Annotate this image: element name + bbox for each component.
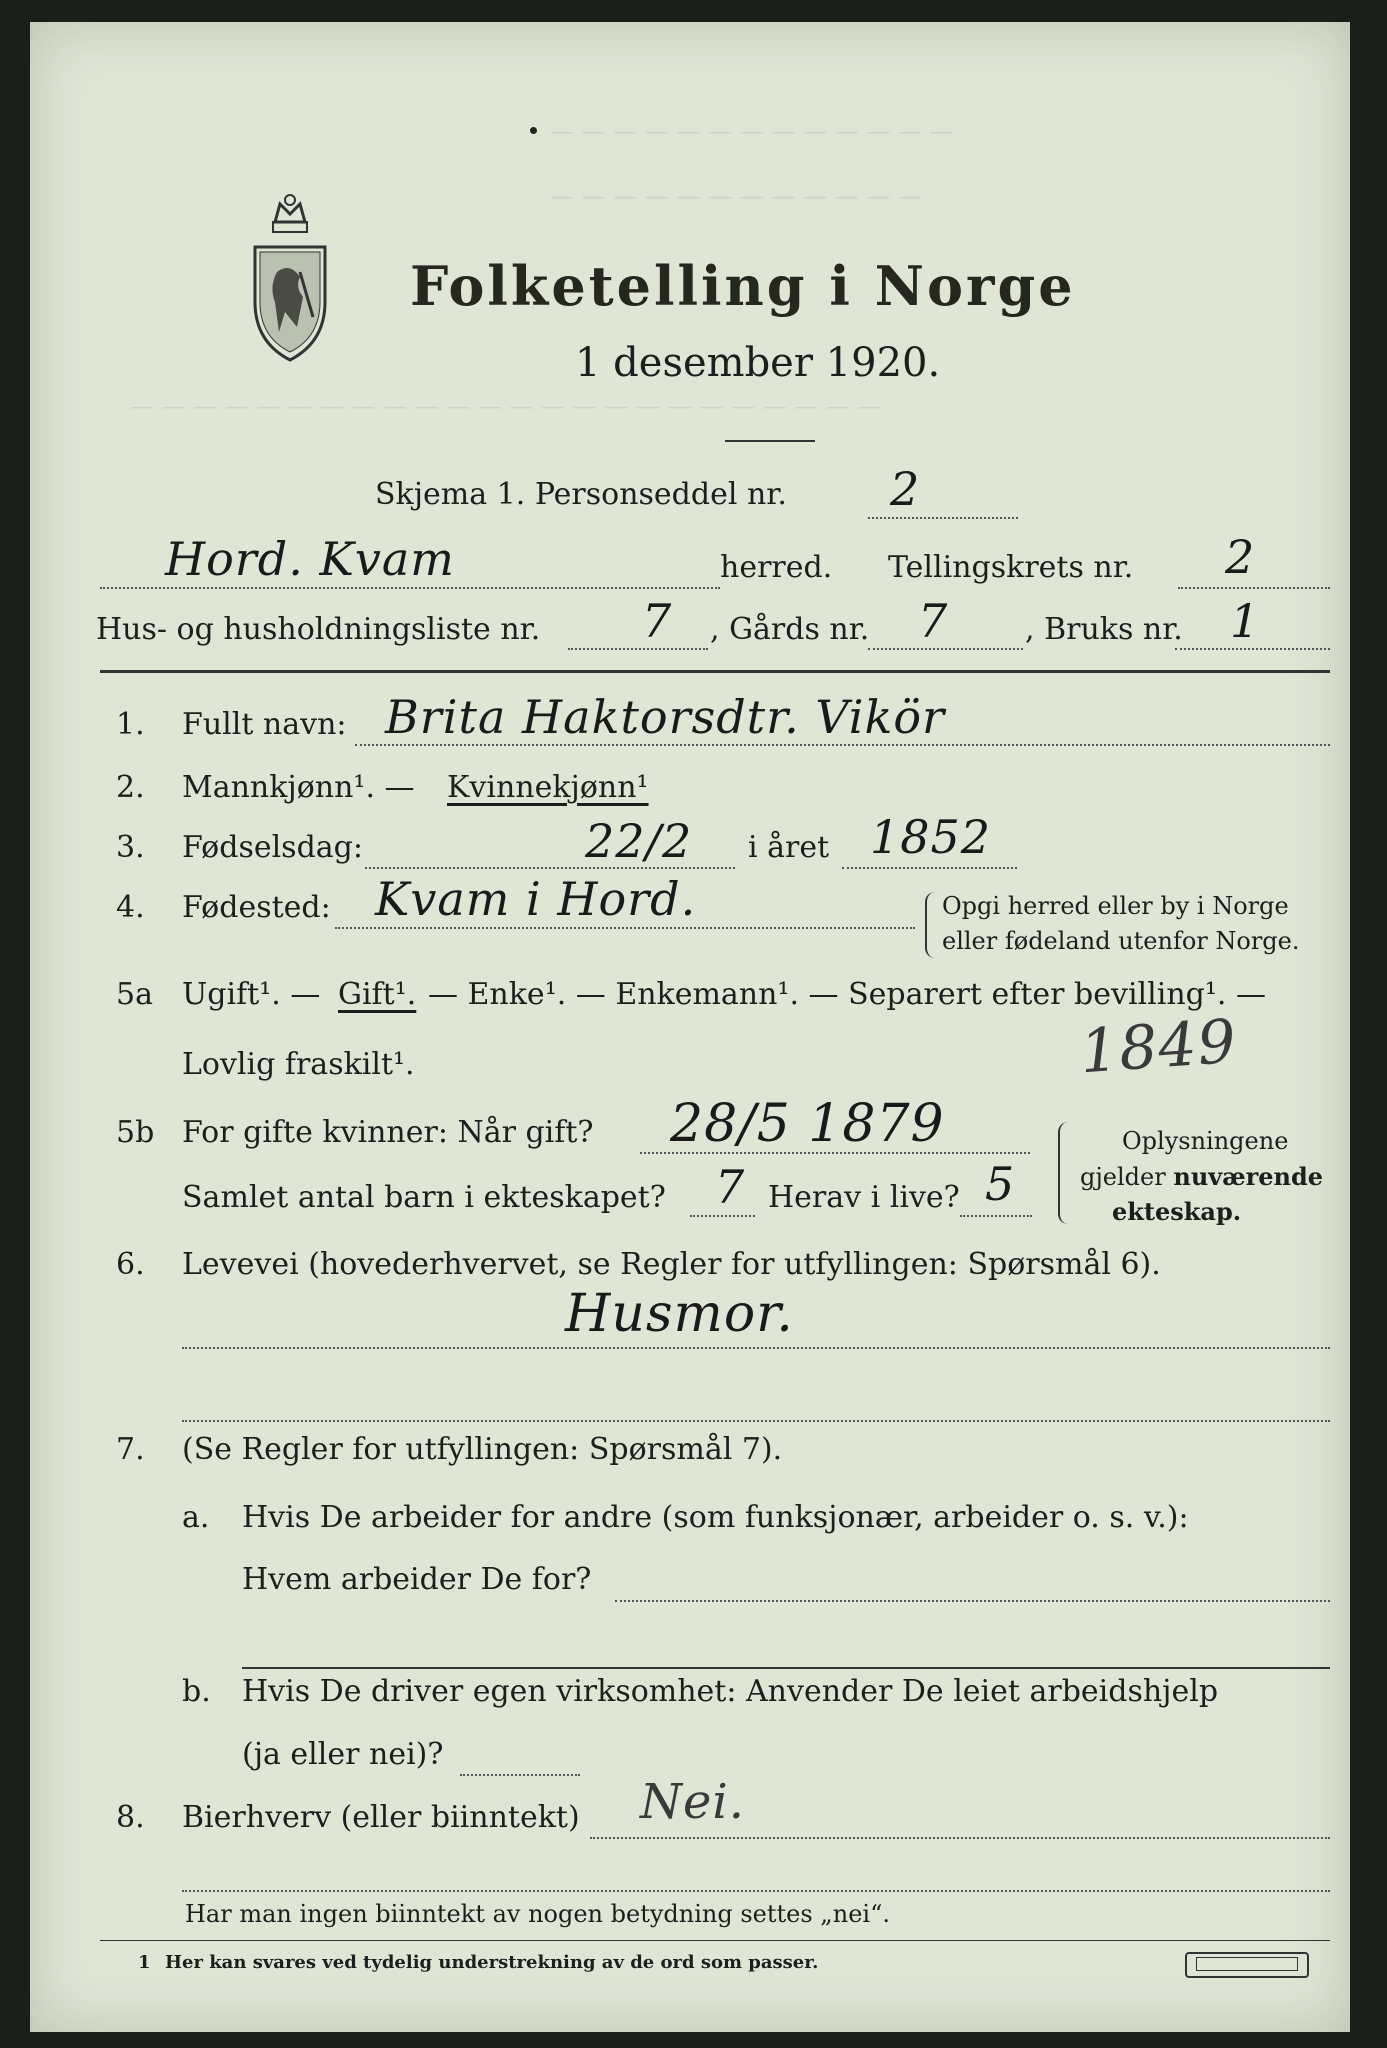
q5b-note-line1: Oplysningene [1122, 1127, 1289, 1155]
employer-line-2 [242, 1667, 1330, 1669]
q5a-ugift: Ugift¹. — [182, 977, 321, 1012]
married-date-line [640, 1152, 1030, 1154]
q5b-brace [1058, 1122, 1070, 1224]
alive-value: 5 [985, 1157, 1016, 1211]
q5b-note-line2 [1080, 1162, 1323, 1191]
schema-label: Skjema 1. Personseddel nr. [375, 477, 787, 512]
census-date: 1 desember 1920. [575, 340, 941, 386]
personseddel-number: 2 [890, 462, 921, 516]
q5a-number: 5a [116, 977, 153, 1012]
q8-label: Bierhverv (eller biinntekt) [182, 1800, 580, 1835]
married-date-value: 28/5 1879 [670, 1094, 945, 1154]
children-label: Samlet antal barn i ekteskapet? [182, 1180, 666, 1215]
occupation-value: Husmor. [565, 1284, 794, 1344]
q6-label: Levevei (hovederhvervet, se Regler for utfyllingen: Spørsmål 6). [182, 1247, 1161, 1282]
q5a-gift-selected: Gift¹. [338, 977, 417, 1012]
bruks-value: 1 [1230, 594, 1261, 648]
q4-label: Fødested: [182, 890, 331, 925]
side-income-value: Nei. [640, 1774, 746, 1830]
footnote: Her kan svares ved tydelig understrekning av de ord som passer. [165, 1952, 819, 1973]
page-title: Folketelling i Norge [410, 254, 1076, 318]
q1-label: Fullt navn: [182, 707, 347, 742]
q5b-note-gjelder: gjelder [1080, 1163, 1166, 1191]
herred-value: Hord. Kvam [165, 532, 455, 586]
q7-number: 7. [116, 1432, 145, 1467]
footer-note: Har man ingen biinntekt av nogen betydning settes „nei“. [185, 1900, 890, 1928]
census-form-page [30, 22, 1350, 2032]
q4-note-line2: eller fødeland utenfor Norge. [942, 927, 1300, 955]
birth-year-line [842, 867, 1017, 869]
q5a-other-options: — Enke¹. — Enkemann¹. — Separert efter bevilling¹. — [428, 977, 1266, 1012]
margin-note-1849: 1849 [1077, 1006, 1239, 1088]
herred-line [100, 587, 720, 589]
birthplace-value: Kvam i Hord. [375, 872, 697, 926]
birth-year-value: 1852 [870, 810, 992, 864]
herred-label: herred. [720, 550, 833, 585]
q4-brace [925, 892, 937, 958]
bleed-through-text: — — — — — — — — — — — — — [550, 117, 954, 145]
birth-day-value: 22/2 [585, 814, 693, 868]
children-value: 7 [715, 1160, 746, 1214]
q7b-line2: (ja eller nei)? [242, 1737, 444, 1772]
occupation-line-1 [182, 1347, 1330, 1349]
hired-help-line [460, 1774, 580, 1776]
full-name-value: Brita Haktorsdtr. Vikör [385, 690, 946, 744]
q4-number: 4. [116, 890, 145, 925]
bleed-through-text: — — — — — — — — — — — — [550, 182, 922, 210]
q5b-note-nuvaerende: nuværende [1173, 1162, 1324, 1191]
tellingskrets-label: Tellingskrets nr. [888, 550, 1134, 585]
q2-female-selected: Kvinnekjønn¹ [447, 770, 649, 805]
q4-note-line1: Opgi herred eller by i Norge [942, 892, 1289, 920]
q5b-number: 5b [116, 1115, 155, 1150]
q7a-number: a. [182, 1500, 210, 1535]
side-income-line [590, 1837, 1330, 1839]
q5a-fraskilt: Lovlig fraskilt¹. [182, 1047, 415, 1082]
occupation-line-2 [182, 1420, 1330, 1422]
bruks-label: , Bruks nr. [1025, 612, 1183, 647]
tellingskrets-value: 2 [1225, 530, 1256, 584]
employer-line [615, 1600, 1330, 1602]
q7b-number: b. [182, 1674, 211, 1709]
q6-number: 6. [116, 1247, 145, 1282]
household-value: 7 [642, 594, 673, 648]
children-line [690, 1215, 755, 1217]
side-income-line-2 [182, 1890, 1330, 1892]
gards-line [868, 648, 1023, 650]
title-divider [725, 440, 815, 442]
q3-number: 3. [116, 830, 145, 865]
q7a-line1: Hvis De arbeider for andre (som funksjonær, arbeider o. s. v.): [242, 1500, 1189, 1535]
footnote-mark: 1 [138, 1952, 151, 1973]
household-line [568, 648, 708, 650]
q3-label: Fødselsdag: [182, 830, 363, 865]
q7a-line2: Hvem arbeider De for? [242, 1562, 592, 1597]
q3-year-label: i året [748, 830, 830, 865]
birth-day-line [365, 867, 735, 869]
q8-number: 8. [116, 1800, 145, 1835]
alive-label: Herav i live? [768, 1180, 960, 1215]
bruks-line [1175, 648, 1330, 650]
ink-dot [530, 127, 537, 134]
bleed-through-text: — — — — — — — — — — — — — — — — — — — — — — — — [130, 392, 882, 420]
q1-number: 1. [116, 707, 145, 742]
alive-line [960, 1215, 1032, 1217]
household-label: Hus- og husholdningsliste nr. [96, 612, 541, 647]
gards-label: , Gårds nr. [710, 612, 870, 647]
birthplace-line [335, 927, 915, 929]
header-rule [100, 670, 1330, 673]
q7-label: (Se Regler for utfyllingen: Spørsmål 7). [182, 1432, 783, 1467]
q7b-line1: Hvis De driver egen virksomhet: Anvender De leiet arbeidshjelp [242, 1674, 1219, 1709]
full-name-line [355, 744, 1330, 746]
coat-of-arms-icon [245, 192, 335, 366]
footer-rule [100, 1940, 1330, 1941]
printer-stamp [1185, 1952, 1309, 1978]
gards-value: 7 [918, 594, 949, 648]
q2-number: 2. [116, 770, 145, 805]
q2-male: Mannkjønn¹. — [182, 770, 415, 805]
q5b-note-line3: ekteskap. [1112, 1197, 1242, 1226]
tellingskrets-line [1178, 587, 1330, 589]
q5b-label: For gifte kvinner: Når gift? [182, 1115, 594, 1150]
personseddel-line [868, 517, 1018, 519]
